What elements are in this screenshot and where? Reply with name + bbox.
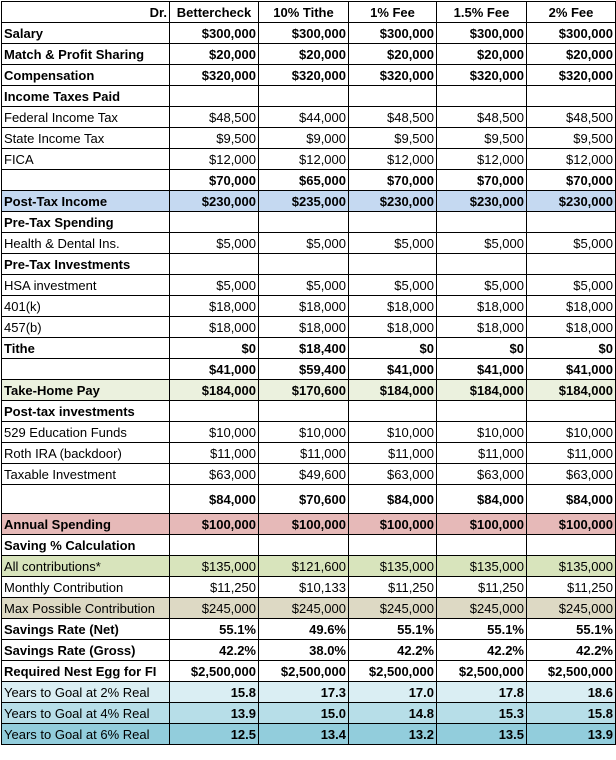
row-label: Income Taxes Paid xyxy=(2,86,170,107)
row-label: HSA investment xyxy=(2,275,170,296)
cell-years-2-col2: 17.3 xyxy=(259,682,349,703)
cell-nest-egg-col2: $2,500,000 xyxy=(259,661,349,682)
row-label xyxy=(2,170,170,191)
cell-years-4-col1: 13.9 xyxy=(170,703,259,724)
row-label: Taxable Investment xyxy=(2,464,170,485)
cell-pre-tax-spending-col1 xyxy=(170,212,259,233)
cell-compensation-col4: $320,000 xyxy=(437,65,527,86)
cell-monthly-contribution-col2: $10,133 xyxy=(259,577,349,598)
cell-years-6-col2: 13.4 xyxy=(259,724,349,745)
row-label: FICA xyxy=(2,149,170,170)
cell-take-home-pay-col4: $184,000 xyxy=(437,380,527,401)
cell-years-2-col5: 18.6 xyxy=(527,682,616,703)
row-label: Monthly Contribution xyxy=(2,577,170,598)
cell-nest-egg-col5: $2,500,000 xyxy=(527,661,616,682)
row-fica xyxy=(2,149,616,170)
header-column-3: 1% Fee xyxy=(349,2,437,23)
row-income-taxes-paid xyxy=(2,86,616,107)
cell-post-tax-investments-col3 xyxy=(349,401,437,422)
cell-post-tax-income-col1: $230,000 xyxy=(170,191,259,212)
cell-health-dental-col2: $5,000 xyxy=(259,233,349,254)
cell-fica-col2: $12,000 xyxy=(259,149,349,170)
cell-federal-income-tax-col4: $48,500 xyxy=(437,107,527,128)
cell-health-dental-col3: $5,000 xyxy=(349,233,437,254)
cell-take-home-pay-col2: $170,600 xyxy=(259,380,349,401)
cell-savings-gross-col1: 42.2% xyxy=(170,640,259,661)
cell-annual-spending-col5: $100,000 xyxy=(527,514,616,535)
cell-457b-col2: $18,000 xyxy=(259,317,349,338)
cell-457b-col1: $18,000 xyxy=(170,317,259,338)
cell-all-contributions-col2: $121,600 xyxy=(259,556,349,577)
cell-hsa-col4: $5,000 xyxy=(437,275,527,296)
cell-years-6-col5: 13.9 xyxy=(527,724,616,745)
cell-nest-egg-col3: $2,500,000 xyxy=(349,661,437,682)
row-compensation xyxy=(2,65,616,86)
row-state-income-tax xyxy=(2,128,616,149)
row-take-home-pay xyxy=(2,380,616,401)
cell-taxes-total-col2: $65,000 xyxy=(259,170,349,191)
cell-years-6-col1: 12.5 xyxy=(170,724,259,745)
cell-savings-net-col2: 49.6% xyxy=(259,619,349,640)
cell-taxable-col1: $63,000 xyxy=(170,464,259,485)
cell-federal-income-tax-col5: $48,500 xyxy=(527,107,616,128)
cell-fica-col5: $12,000 xyxy=(527,149,616,170)
cell-salary-col5: $300,000 xyxy=(527,23,616,44)
cell-pre-tax-spending-col2 xyxy=(259,212,349,233)
cell-monthly-contribution-col1: $11,250 xyxy=(170,577,259,598)
cell-401k-col1: $18,000 xyxy=(170,296,259,317)
cell-taxes-total-col4: $70,000 xyxy=(437,170,527,191)
cell-saving-calc-col3 xyxy=(349,535,437,556)
row-pre-tax-investments xyxy=(2,254,616,275)
cell-match-col3: $20,000 xyxy=(349,44,437,65)
cell-all-contributions-col4: $135,000 xyxy=(437,556,527,577)
financial-comparison-table xyxy=(1,1,616,745)
cell-457b-col5: $18,000 xyxy=(527,317,616,338)
cell-all-contributions-col3: $135,000 xyxy=(349,556,437,577)
cell-years-2-col1: 15.8 xyxy=(170,682,259,703)
cell-match-col4: $20,000 xyxy=(437,44,527,65)
row-label: Pre-Tax Investments xyxy=(2,254,170,275)
row-posttax-total xyxy=(2,485,616,514)
row-label: Compensation xyxy=(2,65,170,86)
cell-529-col3: $10,000 xyxy=(349,422,437,443)
cell-years-4-col4: 15.3 xyxy=(437,703,527,724)
row-401k xyxy=(2,296,616,317)
cell-years-2-col4: 17.8 xyxy=(437,682,527,703)
row-label: Salary xyxy=(2,23,170,44)
row-saving-calc xyxy=(2,535,616,556)
row-529 xyxy=(2,422,616,443)
row-salary xyxy=(2,23,616,44)
cell-401k-col2: $18,000 xyxy=(259,296,349,317)
cell-compensation-col1: $320,000 xyxy=(170,65,259,86)
cell-savings-gross-col2: 38.0% xyxy=(259,640,349,661)
cell-hsa-col1: $5,000 xyxy=(170,275,259,296)
cell-tithe-col5: $0 xyxy=(527,338,616,359)
cell-posttax-total-col5: $84,000 xyxy=(527,485,616,514)
cell-saving-calc-col5 xyxy=(527,535,616,556)
cell-pre-tax-investments-col2 xyxy=(259,254,349,275)
cell-tithe-col2: $18,400 xyxy=(259,338,349,359)
cell-posttax-total-col1: $84,000 xyxy=(170,485,259,514)
row-pretax-total xyxy=(2,359,616,380)
cell-take-home-pay-col5: $184,000 xyxy=(527,380,616,401)
cell-income-taxes-paid-col3 xyxy=(349,86,437,107)
cell-all-contributions-col1: $135,000 xyxy=(170,556,259,577)
cell-post-tax-investments-col4 xyxy=(437,401,527,422)
cell-savings-net-col4: 55.1% xyxy=(437,619,527,640)
cell-457b-col4: $18,000 xyxy=(437,317,527,338)
header-first-title-prefix: Dr. xyxy=(2,2,170,23)
cell-salary-col2: $300,000 xyxy=(259,23,349,44)
cell-pre-tax-investments-col3 xyxy=(349,254,437,275)
cell-years-4-col3: 14.8 xyxy=(349,703,437,724)
cell-tithe-col1: $0 xyxy=(170,338,259,359)
cell-state-income-tax-col2: $9,000 xyxy=(259,128,349,149)
cell-pretax-total-col2: $59,400 xyxy=(259,359,349,380)
cell-max-contribution-col1: $245,000 xyxy=(170,598,259,619)
row-label: All contributions* xyxy=(2,556,170,577)
cell-roth-col3: $11,000 xyxy=(349,443,437,464)
row-label: Post-tax investments xyxy=(2,401,170,422)
row-label: Health & Dental Ins. xyxy=(2,233,170,254)
row-label: Max Possible Contribution xyxy=(2,598,170,619)
cell-post-tax-income-col2: $235,000 xyxy=(259,191,349,212)
row-label xyxy=(2,485,170,514)
cell-taxes-total-col1: $70,000 xyxy=(170,170,259,191)
cell-hsa-col2: $5,000 xyxy=(259,275,349,296)
row-label: Saving % Calculation xyxy=(2,535,170,556)
row-label: 401(k) xyxy=(2,296,170,317)
cell-nest-egg-col1: $2,500,000 xyxy=(170,661,259,682)
row-taxes-total xyxy=(2,170,616,191)
row-label: Take-Home Pay xyxy=(2,380,170,401)
cell-savings-gross-col5: 42.2% xyxy=(527,640,616,661)
cell-savings-gross-col4: 42.2% xyxy=(437,640,527,661)
row-post-tax-income xyxy=(2,191,616,212)
header-column-1: Bettercheck xyxy=(170,2,259,23)
cell-fica-col3: $12,000 xyxy=(349,149,437,170)
row-health-dental xyxy=(2,233,616,254)
cell-health-dental-col4: $5,000 xyxy=(437,233,527,254)
row-savings-gross xyxy=(2,640,616,661)
row-federal-income-tax xyxy=(2,107,616,128)
cell-salary-col4: $300,000 xyxy=(437,23,527,44)
cell-years-2-col3: 17.0 xyxy=(349,682,437,703)
cell-hsa-col5: $5,000 xyxy=(527,275,616,296)
cell-tithe-col4: $0 xyxy=(437,338,527,359)
row-max-contribution xyxy=(2,598,616,619)
cell-529-col1: $10,000 xyxy=(170,422,259,443)
row-tithe xyxy=(2,338,616,359)
cell-post-tax-income-col5: $230,000 xyxy=(527,191,616,212)
cell-max-contribution-col5: $245,000 xyxy=(527,598,616,619)
cell-saving-calc-col4 xyxy=(437,535,527,556)
row-label: Post-Tax Income xyxy=(2,191,170,212)
cell-posttax-total-col2: $70,600 xyxy=(259,485,349,514)
cell-fica-col4: $12,000 xyxy=(437,149,527,170)
row-taxable xyxy=(2,464,616,485)
cell-monthly-contribution-col5: $11,250 xyxy=(527,577,616,598)
row-label: 457(b) xyxy=(2,317,170,338)
cell-years-6-col4: 13.5 xyxy=(437,724,527,745)
row-label: Years to Goal at 6% Real xyxy=(2,724,170,745)
cell-income-taxes-paid-col2 xyxy=(259,86,349,107)
header-column-4: 1.5% Fee xyxy=(437,2,527,23)
cell-monthly-contribution-col3: $11,250 xyxy=(349,577,437,598)
cell-roth-col4: $11,000 xyxy=(437,443,527,464)
cell-fica-col1: $12,000 xyxy=(170,149,259,170)
row-label: Roth IRA (backdoor) xyxy=(2,443,170,464)
row-label: Required Nest Egg for FI xyxy=(2,661,170,682)
cell-state-income-tax-col4: $9,500 xyxy=(437,128,527,149)
row-hsa xyxy=(2,275,616,296)
row-annual-spending xyxy=(2,514,616,535)
cell-post-tax-income-col3: $230,000 xyxy=(349,191,437,212)
cell-roth-col2: $11,000 xyxy=(259,443,349,464)
cell-take-home-pay-col1: $184,000 xyxy=(170,380,259,401)
cell-pre-tax-spending-col4 xyxy=(437,212,527,233)
cell-years-4-col5: 15.8 xyxy=(527,703,616,724)
row-label: Savings Rate (Gross) xyxy=(2,640,170,661)
cell-pretax-total-col4: $41,000 xyxy=(437,359,527,380)
cell-max-contribution-col2: $245,000 xyxy=(259,598,349,619)
cell-federal-income-tax-col1: $48,500 xyxy=(170,107,259,128)
cell-all-contributions-col5: $135,000 xyxy=(527,556,616,577)
cell-compensation-col5: $320,000 xyxy=(527,65,616,86)
row-nest-egg xyxy=(2,661,616,682)
row-pre-tax-spending xyxy=(2,212,616,233)
cell-federal-income-tax-col3: $48,500 xyxy=(349,107,437,128)
row-years-2 xyxy=(2,682,616,703)
cell-savings-net-col5: 55.1% xyxy=(527,619,616,640)
row-post-tax-investments xyxy=(2,401,616,422)
row-monthly-contribution xyxy=(2,577,616,598)
cell-roth-col5: $11,000 xyxy=(527,443,616,464)
header-column-2: 10% Tithe xyxy=(259,2,349,23)
row-457b xyxy=(2,317,616,338)
row-label: Annual Spending xyxy=(2,514,170,535)
cell-saving-calc-col2 xyxy=(259,535,349,556)
cell-posttax-total-col3: $84,000 xyxy=(349,485,437,514)
cell-tithe-col3: $0 xyxy=(349,338,437,359)
row-years-6 xyxy=(2,724,616,745)
cell-pre-tax-spending-col3 xyxy=(349,212,437,233)
row-label: Years to Goal at 2% Real xyxy=(2,682,170,703)
row-label: Savings Rate (Net) xyxy=(2,619,170,640)
cell-annual-spending-col1: $100,000 xyxy=(170,514,259,535)
cell-state-income-tax-col1: $9,500 xyxy=(170,128,259,149)
cell-529-col4: $10,000 xyxy=(437,422,527,443)
cell-529-col5: $10,000 xyxy=(527,422,616,443)
row-label: Tithe xyxy=(2,338,170,359)
cell-federal-income-tax-col2: $44,000 xyxy=(259,107,349,128)
cell-post-tax-investments-col5 xyxy=(527,401,616,422)
cell-salary-col3: $300,000 xyxy=(349,23,437,44)
cell-taxable-col4: $63,000 xyxy=(437,464,527,485)
row-label: Match & Profit Sharing xyxy=(2,44,170,65)
row-label xyxy=(2,359,170,380)
cell-max-contribution-col3: $245,000 xyxy=(349,598,437,619)
cell-post-tax-income-col4: $230,000 xyxy=(437,191,527,212)
header-row xyxy=(2,2,616,23)
row-label: Years to Goal at 4% Real xyxy=(2,703,170,724)
cell-match-col2: $20,000 xyxy=(259,44,349,65)
cell-monthly-contribution-col4: $11,250 xyxy=(437,577,527,598)
cell-post-tax-investments-col2 xyxy=(259,401,349,422)
cell-taxes-total-col3: $70,000 xyxy=(349,170,437,191)
cell-years-6-col3: 13.2 xyxy=(349,724,437,745)
cell-health-dental-col1: $5,000 xyxy=(170,233,259,254)
cell-compensation-col2: $320,000 xyxy=(259,65,349,86)
cell-taxable-col3: $63,000 xyxy=(349,464,437,485)
cell-compensation-col3: $320,000 xyxy=(349,65,437,86)
cell-pre-tax-investments-col1 xyxy=(170,254,259,275)
row-roth xyxy=(2,443,616,464)
row-match xyxy=(2,44,616,65)
cell-401k-col5: $18,000 xyxy=(527,296,616,317)
cell-match-col1: $20,000 xyxy=(170,44,259,65)
cell-savings-net-col1: 55.1% xyxy=(170,619,259,640)
cell-529-col2: $10,000 xyxy=(259,422,349,443)
cell-saving-calc-col1 xyxy=(170,535,259,556)
cell-pre-tax-investments-col4 xyxy=(437,254,527,275)
cell-take-home-pay-col3: $184,000 xyxy=(349,380,437,401)
cell-taxable-col2: $49,600 xyxy=(259,464,349,485)
cell-max-contribution-col4: $245,000 xyxy=(437,598,527,619)
cell-state-income-tax-col5: $9,500 xyxy=(527,128,616,149)
row-label: Pre-Tax Spending xyxy=(2,212,170,233)
cell-income-taxes-paid-col5 xyxy=(527,86,616,107)
cell-health-dental-col5: $5,000 xyxy=(527,233,616,254)
cell-nest-egg-col4: $2,500,000 xyxy=(437,661,527,682)
cell-income-taxes-paid-col4 xyxy=(437,86,527,107)
cell-pre-tax-spending-col5 xyxy=(527,212,616,233)
row-label: Federal Income Tax xyxy=(2,107,170,128)
cell-457b-col3: $18,000 xyxy=(349,317,437,338)
cell-years-4-col2: 15.0 xyxy=(259,703,349,724)
cell-roth-col1: $11,000 xyxy=(170,443,259,464)
cell-taxes-total-col5: $70,000 xyxy=(527,170,616,191)
cell-pre-tax-investments-col5 xyxy=(527,254,616,275)
cell-taxable-col5: $63,000 xyxy=(527,464,616,485)
cell-hsa-col3: $5,000 xyxy=(349,275,437,296)
cell-post-tax-investments-col1 xyxy=(170,401,259,422)
cell-pretax-total-col1: $41,000 xyxy=(170,359,259,380)
row-years-4 xyxy=(2,703,616,724)
cell-pretax-total-col3: $41,000 xyxy=(349,359,437,380)
cell-annual-spending-col3: $100,000 xyxy=(349,514,437,535)
row-label: State Income Tax xyxy=(2,128,170,149)
cell-savings-gross-col3: 42.2% xyxy=(349,640,437,661)
cell-posttax-total-col4: $84,000 xyxy=(437,485,527,514)
header-column-5: 2% Fee xyxy=(527,2,616,23)
row-savings-net xyxy=(2,619,616,640)
cell-annual-spending-col4: $100,000 xyxy=(437,514,527,535)
cell-income-taxes-paid-col1 xyxy=(170,86,259,107)
row-all-contributions xyxy=(2,556,616,577)
cell-salary-col1: $300,000 xyxy=(170,23,259,44)
cell-match-col5: $20,000 xyxy=(527,44,616,65)
cell-401k-col4: $18,000 xyxy=(437,296,527,317)
cell-savings-net-col3: 55.1% xyxy=(349,619,437,640)
row-label: 529 Education Funds xyxy=(2,422,170,443)
cell-401k-col3: $18,000 xyxy=(349,296,437,317)
cell-annual-spending-col2: $100,000 xyxy=(259,514,349,535)
cell-pretax-total-col5: $41,000 xyxy=(527,359,616,380)
cell-state-income-tax-col3: $9,500 xyxy=(349,128,437,149)
